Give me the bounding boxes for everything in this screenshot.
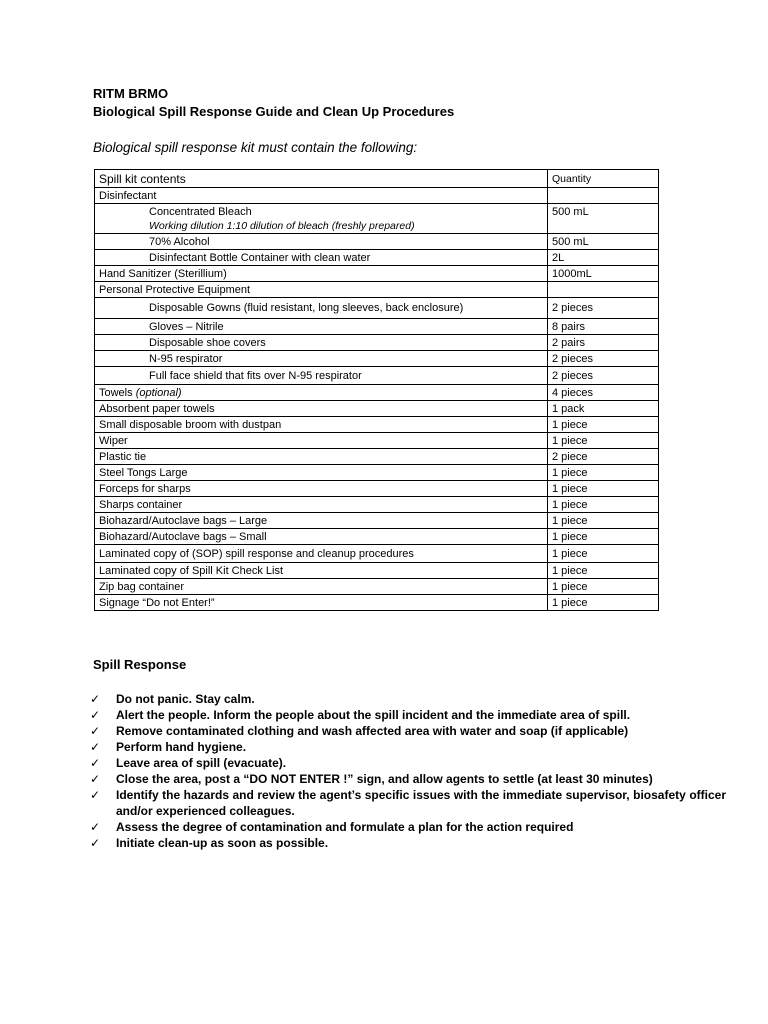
item-cell: Laminated copy of (SOP) spill response and cleanup procedures — [95, 545, 548, 563]
quantity-cell: 1 piece — [548, 595, 659, 611]
item-note: Working dilution 1:10 dilution of bleach (freshly prepared) — [149, 219, 415, 232]
item-cell — [95, 204, 548, 234]
item-cell: Wiper — [95, 433, 548, 449]
table-row — [95, 563, 659, 579]
item-cell: N-95 respirator — [95, 351, 548, 367]
checkmark-icon: ✓ — [90, 820, 101, 834]
item-cell: Disinfectant — [95, 188, 548, 204]
table-row — [95, 579, 659, 595]
item-cell: Disposable shoe covers — [95, 335, 548, 351]
step-text: Initiate clean-up as soon as possible. — [116, 836, 329, 850]
quantity-cell: 500 mL — [548, 234, 659, 250]
list-item — [90, 739, 726, 755]
table-row — [95, 204, 659, 234]
step-text: Identify the hazards and review the agent’s specific issues with the immediate supervisor, biosafety officer and/or experienced colleagues. — [116, 788, 726, 818]
quantity-cell: 1 piece — [548, 529, 659, 545]
table-row — [95, 367, 659, 385]
step-text: Leave area of spill (evacuate). — [116, 756, 287, 770]
quantity-cell: 1 piece — [548, 513, 659, 529]
quantity-cell: 1 pack — [548, 401, 659, 417]
column-header-quantity: Quantity — [548, 170, 659, 188]
item-cell: Zip bag container — [95, 579, 548, 595]
spill-response-checklist — [90, 691, 726, 851]
quantity-cell: 1 piece — [548, 563, 659, 579]
item-cell: Gloves – Nitrile — [95, 319, 548, 335]
quantity-cell: 1 piece — [548, 579, 659, 595]
table-row — [95, 417, 659, 433]
checkmark-icon: ✓ — [90, 772, 101, 786]
table-row — [95, 188, 659, 204]
item-cell: Small disposable broom with dustpan — [95, 417, 548, 433]
table-row — [95, 266, 659, 282]
list-item — [90, 787, 726, 819]
item-cell: Disposable Gowns (fluid resistant, long sleeves, back enclosure) — [95, 298, 548, 319]
list-item — [90, 771, 726, 787]
list-item — [90, 819, 726, 835]
table-row — [95, 335, 659, 351]
item-cell: Plastic tie — [95, 449, 548, 465]
quantity-cell: 1 piece — [548, 481, 659, 497]
item-cell: Disinfectant Bottle Container with clean water — [95, 250, 548, 266]
organization-label: RITM BRMO — [93, 86, 169, 101]
quantity-cell — [548, 282, 659, 298]
item-cell: Sharps container — [95, 497, 548, 513]
item-name: Towels — [99, 386, 136, 399]
table-header-row — [95, 170, 659, 188]
item-cell: Signage “Do not Enter!” — [95, 595, 548, 611]
list-item — [90, 707, 726, 723]
table-row — [95, 481, 659, 497]
spill-kit-table — [94, 169, 659, 611]
table-row — [95, 250, 659, 266]
quantity-cell: 1 piece — [548, 545, 659, 563]
table-row — [95, 465, 659, 481]
spill-response-heading: Spill Response — [93, 657, 187, 672]
table-row — [95, 545, 659, 563]
column-header-contents: Spill kit contents — [95, 170, 548, 188]
quantity-cell: 2 pieces — [548, 351, 659, 367]
list-item — [90, 835, 726, 851]
table-row — [95, 595, 659, 611]
table-row — [95, 385, 659, 401]
quantity-cell: 2 pieces — [548, 367, 659, 385]
item-name: Concentrated Bleach — [149, 205, 252, 218]
table-row — [95, 234, 659, 250]
table-row — [95, 449, 659, 465]
quantity-cell: 2 piece — [548, 449, 659, 465]
step-text: Close the area, post a “DO NOT ENTER !” sign, and allow agents to settle (at least 30 minutes) — [116, 772, 653, 786]
document-title: Biological Spill Response Guide and Clean Up Procedures — [93, 104, 455, 119]
quantity-cell: 2 pieces — [548, 298, 659, 319]
checkmark-icon: ✓ — [90, 756, 101, 770]
table-row — [95, 497, 659, 513]
step-text: Alert the people. Inform the people about the spill incident and the immediate area of spill. — [116, 708, 631, 722]
item-cell: Biohazard/Autoclave bags – Large — [95, 513, 548, 529]
quantity-cell: 4 pieces — [548, 385, 659, 401]
step-text: Do not panic. Stay calm. — [116, 692, 255, 706]
quantity-cell: 1 piece — [548, 497, 659, 513]
item-optional-note: (optional) — [135, 386, 182, 399]
step-text: Perform hand hygiene. — [116, 740, 247, 754]
checkmark-icon: ✓ — [90, 724, 101, 738]
list-item — [90, 691, 726, 707]
table-row — [95, 513, 659, 529]
quantity-cell: 1 piece — [548, 417, 659, 433]
item-cell: Absorbent paper towels — [95, 401, 548, 417]
quantity-cell: 8 pairs — [548, 319, 659, 335]
step-text: Assess the degree of contamination and formulate a plan for the action required — [116, 820, 574, 834]
checkmark-icon: ✓ — [90, 740, 101, 754]
table-row — [95, 319, 659, 335]
item-cell: Personal Protective Equipment — [95, 282, 548, 298]
table-row — [95, 401, 659, 417]
checkmark-icon: ✓ — [90, 836, 101, 850]
quantity-cell: 2L — [548, 250, 659, 266]
table-row — [95, 529, 659, 545]
list-item — [90, 755, 726, 771]
table-row — [95, 282, 659, 298]
checkmark-icon: ✓ — [90, 708, 101, 722]
checkmark-icon: ✓ — [90, 692, 101, 706]
item-cell: Steel Tongs Large — [95, 465, 548, 481]
item-cell: Forceps for sharps — [95, 481, 548, 497]
item-cell: Laminated copy of Spill Kit Check List — [95, 563, 548, 579]
item-cell: Hand Sanitizer (Sterillium) — [95, 266, 548, 282]
quantity-cell: 500 mL — [548, 204, 659, 234]
kit-intro-text: Biological spill response kit must contain the following: — [93, 140, 418, 155]
step-text: Remove contaminated clothing and wash affected area with water and soap (if applicable) — [116, 724, 629, 738]
item-cell: Biohazard/Autoclave bags – Small — [95, 529, 548, 545]
quantity-cell: 1 piece — [548, 433, 659, 449]
item-cell: 70% Alcohol — [95, 234, 548, 250]
quantity-cell: 1 piece — [548, 465, 659, 481]
table-row — [95, 298, 659, 319]
item-cell: Full face shield that fits over N-95 respirator — [95, 367, 548, 385]
table-row — [95, 351, 659, 367]
quantity-cell: 2 pairs — [548, 335, 659, 351]
list-item — [90, 723, 726, 739]
table-row — [95, 433, 659, 449]
item-cell — [95, 385, 548, 401]
quantity-cell — [548, 188, 659, 204]
checkmark-icon: ✓ — [90, 788, 101, 802]
quantity-cell: 1000mL — [548, 266, 659, 282]
